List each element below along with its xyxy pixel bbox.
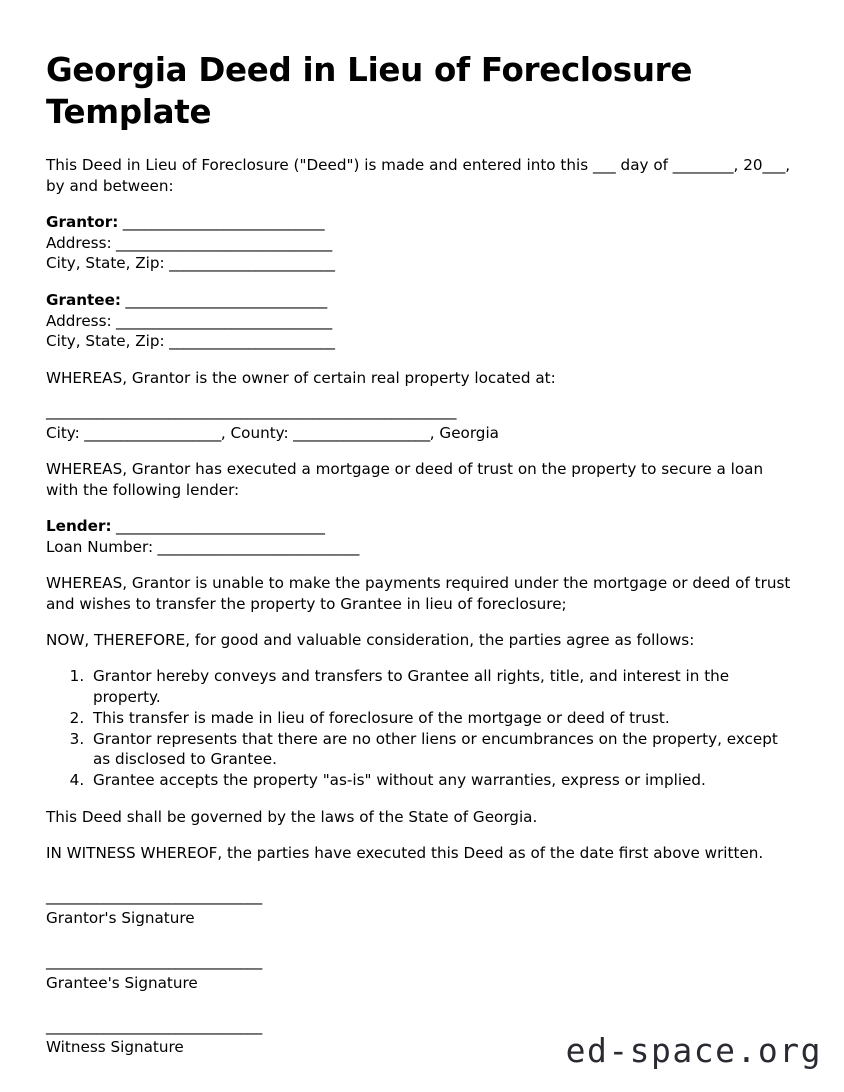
grantor-city-label: City, State, Zip: [46, 254, 165, 273]
whereas-unable-paragraph: WHEREAS, Grantor is unable to make the payments required under the mortgage or deed of trust and wishes to transfer the property to Grantee in lieu of foreclosure; [46, 574, 791, 613]
grantor-name-line [46, 212, 794, 233]
page-title: Georgia Deed in Lieu of Foreclosure Template [46, 51, 693, 131]
property-city-label: City: [46, 423, 80, 442]
list-item: 3. Grantor represents that there are no other liens or encumbrances on the property, except as disclosed to Grantee. [89, 729, 794, 769]
grantor-signature-label: Grantor's Signature [46, 908, 195, 927]
whereas-mortgage-paragraph: WHEREAS, Grantor has executed a mortgage or deed of trust on the property to secure a loan with the following lender: [46, 460, 764, 499]
list-item: 4. Grantee accepts the property "as-is" without any warranties, express or implied. [89, 770, 794, 790]
grantee-address-line [46, 311, 794, 332]
property-county-blank[interactable]: ___________________ [288, 423, 430, 442]
property-address-blank[interactable]: _________________________________________________________ [46, 402, 457, 421]
governing-law-paragraph: This Deed shall be governed by the laws of the State of Georgia. [46, 807, 538, 826]
grantee-address-label: Address: [46, 311, 112, 330]
lender-name-line [46, 516, 794, 537]
grantee-block [46, 290, 794, 352]
property-location-block [46, 404, 794, 443]
lender-name-label: Lender: [46, 516, 112, 535]
witness-whereof-paragraph: IN WITNESS WHEREOF, the parties have executed this Deed as of the date first above written. [46, 843, 764, 862]
terms-list [46, 666, 794, 790]
grantee-name-line [46, 290, 794, 311]
lender-block [46, 516, 794, 557]
grantor-name-blank[interactable]: ____________________________ [118, 212, 325, 231]
intro-paragraph: This Deed in Lieu of Foreclosure ("Deed") is made and entered into this ___ day of ________, 20___, by and between: [46, 156, 791, 195]
grantee-signature-line[interactable]: ______________________________ [46, 952, 262, 971]
grantor-city-blank[interactable]: _______________________ [164, 254, 335, 273]
whereas-property-paragraph: WHEREAS, Grantor is the owner of certain real property located at: [46, 368, 556, 387]
grantor-address-line [46, 233, 794, 254]
grantor-signature-line[interactable]: ______________________________ [46, 887, 262, 906]
witness-signature-label: Witness Signature [46, 1038, 184, 1057]
now-therefore-paragraph: NOW, THEREFORE, for good and valuable consideration, the parties agree as follows: [46, 630, 695, 649]
grantor-address-label: Address: [46, 233, 112, 252]
grantor-city-line [46, 253, 794, 274]
property-city-county-line [46, 423, 794, 444]
list-item: 1. Grantor hereby conveys and transfers to Grantee all rights, title, and interest in the property. [89, 666, 794, 706]
witness-signature-line[interactable]: ______________________________ [46, 1017, 262, 1036]
grantee-city-line [46, 331, 794, 352]
lender-name-blank[interactable]: _____________________________ [111, 516, 325, 535]
grantor-signature-item [46, 889, 794, 928]
list-item: 2. This transfer is made in lieu of foreclosure of the mortgage or deed of trust. [89, 708, 794, 728]
grantor-block [46, 212, 794, 274]
loan-number-label: Loan Number: [46, 537, 154, 556]
loan-number-line [46, 537, 794, 558]
property-state: , Georgia [429, 423, 499, 442]
grantee-city-blank[interactable]: _______________________ [164, 332, 335, 351]
grantee-address-blank[interactable]: ______________________________ [111, 311, 332, 330]
grantee-name-blank[interactable]: ____________________________ [120, 290, 327, 309]
grantee-signature-label: Grantee's Signature [46, 973, 198, 992]
grantee-signature-item [46, 954, 794, 993]
grantor-address-blank[interactable]: ______________________________ [111, 233, 332, 252]
grantor-name-label: Grantor: [46, 212, 119, 231]
property-city-blank[interactable]: ___________________ [79, 423, 221, 442]
loan-number-blank[interactable]: ____________________________ [153, 537, 359, 556]
grantee-city-label: City, State, Zip: [46, 332, 165, 351]
property-county-label: , County: [220, 423, 289, 442]
grantee-name-label: Grantee: [46, 290, 121, 309]
site-watermark: ed-space.org [565, 1031, 822, 1070]
document-content [46, 50, 794, 1084]
